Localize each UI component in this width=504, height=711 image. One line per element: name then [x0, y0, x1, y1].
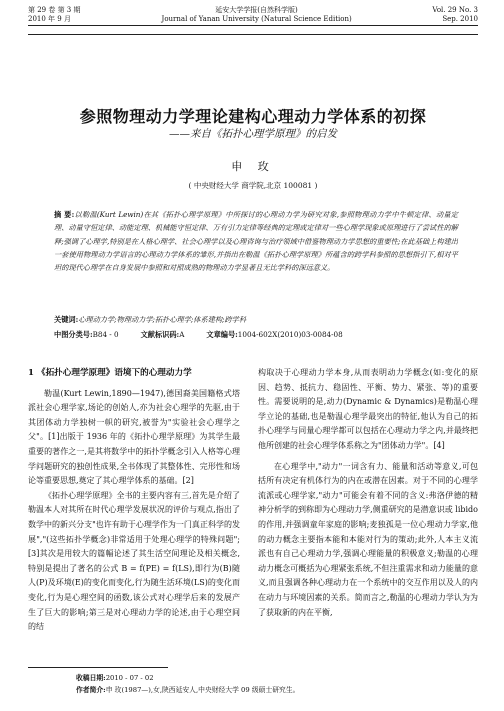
body-paragraph: 《拓扑心理学原理》全书的主要内容有三,首先是介绍了勒温本人对其所在时代心理学发展状况的评价与观点,指出了数学中的新兴分支"也许有助于心理学作为一门真正科学的发展","(这些拓扑学概念)非常适用于处理心理学的特殊问题";[3]其次是用较大的篇幅论述了其生活空间理论及相关概念,特别是提出了著名的公式 B = f(PE) = f(LS),即行为(B)随人(P)及环境(E)的变化而变化,行为随生活环境(LS)的变化而变化,行为是心理空间的函数,该公式对心理学后来的发展产生了巨大的影响;第三是对心理动力学的论述,由于心理空间的结	[28, 490, 240, 632]
paper-title: 参照物理动力学理论建构心理动力学体系的初探	[79, 107, 427, 126]
volume-info: Vol. 29 No. 3	[432, 6, 478, 14]
abstract-label: 摘 要:	[54, 210, 75, 219]
received-label: 收稿日期:	[76, 674, 106, 682]
header-divider	[28, 34, 478, 35]
received-value: 2010 - 07 - 02	[105, 674, 154, 682]
section-heading: 1 《拓扑心理学原理》语境下的心理动力学	[28, 368, 192, 378]
author-bio	[76, 684, 299, 694]
left-column	[28, 366, 240, 635]
paper-subtitle: ——来自《拓扑心理学原理》的启发	[169, 128, 337, 140]
author-bio-label: 作者简介:	[76, 686, 106, 694]
received-date	[76, 672, 154, 682]
clc-value: B84 - 0	[92, 330, 119, 339]
doc-code-label: 文献标识码:	[140, 330, 180, 339]
keywords-label: 关键词:	[54, 315, 79, 324]
author-affiliation: ( 中央财经大学 商学院,北京 100081 )	[188, 181, 318, 190]
article-number-value: 1004-602X(2010)03-0084-08	[237, 330, 343, 339]
abstract	[54, 208, 458, 274]
article-number-label: 文章编号:	[206, 330, 238, 339]
author-bio-value: 申 玫(1987—),女,陕西延安人,中央财经大学 09 级硕士研究生。	[105, 686, 300, 694]
clc-label: 中图分类号:	[54, 330, 93, 339]
body-paragraph: 勒温(Kurt Lewin,1890—1947),德国裔美国籍格式塔派社会心理学家,场论的创始人,亦为社会心理学的先驱,由于其团体动力学独树一帜的研究,被誉为"实验社会心理学之父"。[1]出版于 1936 年的《拓扑心理学原理》为其学生最重要的著作之一,是其将数学中的拓扑学概念引入人格等心理学问题研究的独创性成果,全书体现了其整体性、完形性和场论等重要思想,奠定了其心理学体系的基础。[2]	[28, 388, 240, 486]
keywords-text: 心理动力学;物理动力学;拓扑心理学;体系建构;跨学科	[78, 315, 247, 324]
issue-date: 2010 年 9 月	[28, 15, 71, 23]
author-name: 申 玫	[231, 160, 275, 173]
classification-line	[54, 330, 458, 340]
right-column	[258, 366, 478, 620]
journal-name-en: Journal of Yanan University (Natural Science Edition)	[161, 15, 352, 23]
body-paragraph: 在心理学中,"动力"一词含有力、能量和活动等意义,可包括所有决定有机体行为的内在或潜在因素。对于不同的心理学流派或心理学家,"动力"可能会有着不同的含义:弗洛伊德的精神分析学的到称即为心理动力学,侧重研究的是潜意识或 libido 的作用,并强调童年家庭的影响;麦独孤是一位心理动力学家,他的动力概念主要指本能和本能对行为的策动;此外,人本主义流派也有自己心理动力学,强调心理能量的积极意义;勒温的心理动力概念可概括为心理紧张系统,不但注重需求和动力能量的意义,而且强调各种心理动力在一个系统中的交互作用以及人的内在动力与环境因素的关系。简而言之,勒温的心理动力学认为为了获取新的内在平衡,	[258, 461, 478, 617]
body-paragraph: 构取决于心理动力学本身,从而表明动力学概念(如:变化的原因、趋势、抵抗力、稳固性、平衡、势力、紧张、等)的重要性。需要说明的是,动力(Dynamic & Dynamics)是勒温心理学立论的基础,也是勒温心理学最突出的特征,他认为自己的拓扑心理学与同量心理学都可以包括在心理动力学之内,并最终把他所创建的社会心理学体系称之为"团体动力学"。[4]	[258, 368, 478, 450]
footnote-divider	[28, 667, 168, 668]
journal-name-cn: 延安大学学报(自然科学版)	[215, 6, 298, 14]
keywords	[54, 315, 458, 325]
abstract-text: 以勒温(Kurt Lewin)在其《拓扑心理学原理》中所探讨的心理动力学为研究对象,参照物理动力学中牛顿定律、动量定理、动量守恒定律、动能定理、机械能守恒定律、万有引力定律等经典的定理或定律对一些心理学现象或原理进行了尝试性的解释;强调了心理学,特别是在人格心理学、社会心理学以及心理咨询与治疗领域中借鉴物理动力学思想的重要性;在此基础上构建出一套使用物理动力学语言的心理动力学体系的雏形,并指出在勒温《拓扑心理学原理》所蕴含的跨学科参照的思想指引下,相对平坦的现代心理学在自身发展中参照和对照成熟的物理动力学显著且无比学科的深远意义。	[54, 210, 458, 273]
issue-date-en: Sep. 2010	[442, 15, 478, 23]
doc-code-value: A	[179, 330, 185, 339]
journal-header	[28, 6, 478, 26]
issue-info: 第 29 卷 第 3 期	[28, 6, 81, 14]
